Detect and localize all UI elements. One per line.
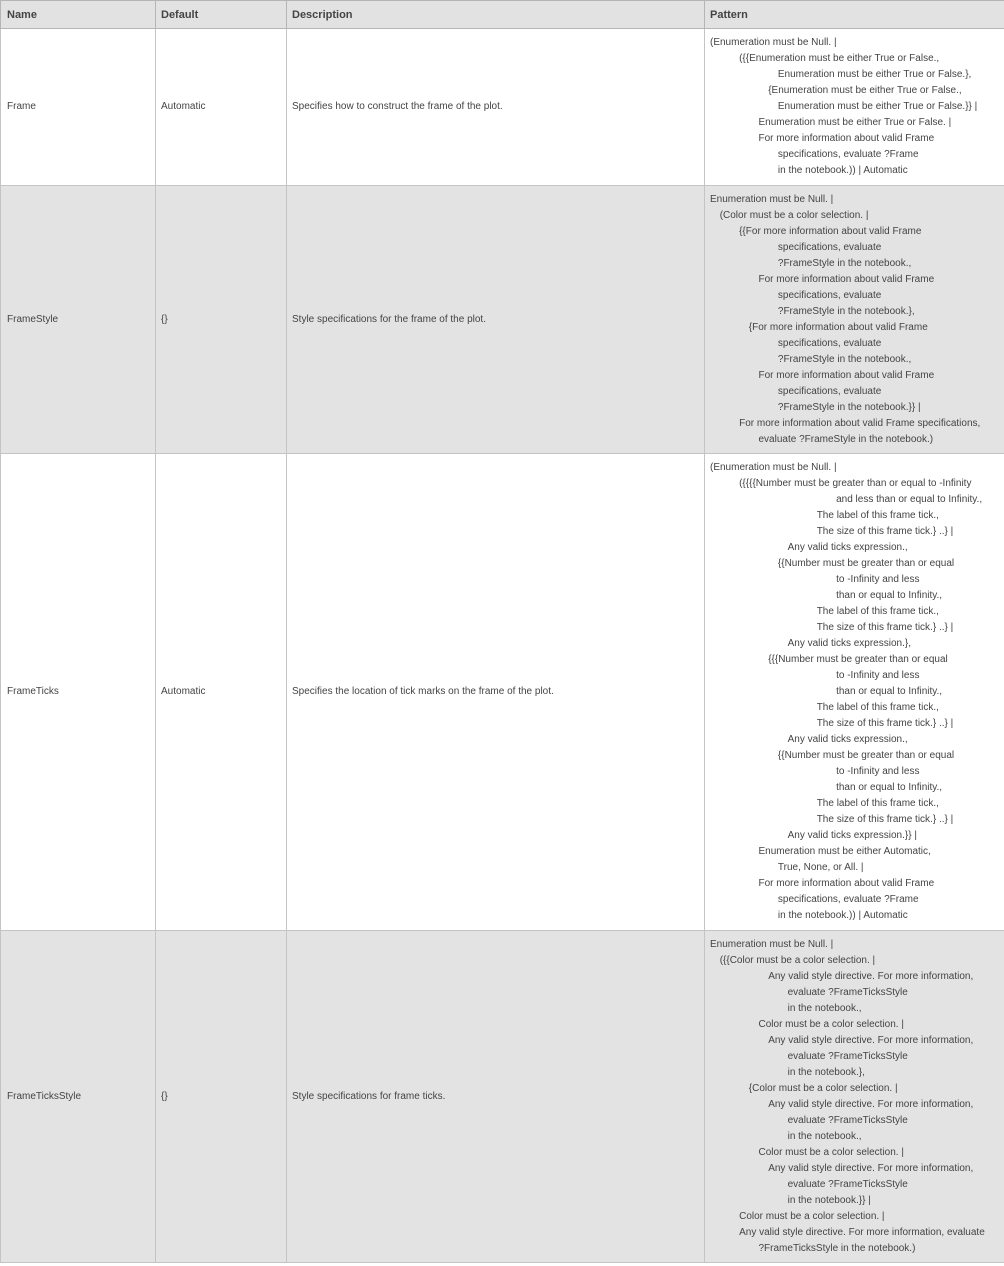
table-row [1,29,1004,186]
pattern-line: in the notebook.)) | Automatic [777,165,908,176]
header-name[interactable]: Name [1,1,156,29]
pattern-line: Any valid style directive. For more information, [768,1098,974,1110]
pattern-line: {For more information about valid Frame [748,321,928,333]
pattern-line: The size of this frame tick.} ..} | [816,526,954,537]
pattern-line: Color must be a color selection. | [758,1018,904,1030]
pattern-line: The label of this frame tick., [816,606,939,617]
pattern-line: The size of this frame tick.} ..} | [816,814,954,825]
header-default[interactable]: Default [156,1,287,29]
pattern-line: Color must be a color selection. | [739,1210,885,1222]
pattern-line: specifications, evaluate ?Frame [777,894,919,905]
option-description: Style specifications for frame ticks. [287,931,705,1263]
pattern-line: ?FrameTicksStyle in the notebook.) [758,1242,916,1254]
pattern-line: and less than or equal to Infinity., [836,494,983,505]
pattern-line: {{{Number must be greater than or equal [768,654,948,665]
header-row [1,1,1004,29]
option-default: {} [156,186,287,454]
pattern-line: in the notebook.}} | [787,1194,871,1206]
pattern-line: (Color must be a color selection. | [719,209,869,221]
pattern-line: For more information about valid Frame [758,369,935,381]
option-default: Automatic [156,454,287,931]
pattern-line: For more information about valid Frame [758,273,935,285]
pattern-line: Any valid ticks expression., [787,542,908,553]
pattern-line: Any valid ticks expression., [787,734,908,745]
pattern-line: specifications, evaluate [777,337,882,349]
option-name: FrameStyle [1,186,156,454]
pattern-line: evaluate ?FrameTicksStyle [787,1050,908,1062]
pattern-line: For more information about valid Frame specifications, [739,417,981,429]
pattern-line: evaluate ?FrameStyle in the notebook.) [758,433,934,445]
header-pattern[interactable]: Pattern [705,1,1004,29]
pattern-line: {{For more information about valid Frame [739,225,922,237]
table-row [1,931,1004,1263]
option-description: Specifies how to construct the frame of the plot. [287,29,705,186]
pattern-line: Enumeration must be Null. | [710,938,834,950]
pattern-line: Enumeration must be Null. | [710,193,834,205]
pattern-line: evaluate ?FrameTicksStyle [787,1178,908,1190]
pattern-line: {{Number must be greater than or equal [777,558,955,569]
pattern-line: specifications, evaluate [777,241,882,253]
pattern-line: {{Number must be greater than or equal [777,750,955,761]
pattern-line: in the notebook., [787,1130,862,1142]
option-pattern [705,454,1004,931]
pattern-line: to -Infinity and less [836,766,920,777]
pattern-line: The size of this frame tick.} ..} | [816,718,954,729]
pattern-line: The label of this frame tick., [816,702,939,713]
option-pattern [705,29,1004,186]
pattern-line: evaluate ?FrameTicksStyle [787,986,908,998]
pattern-line: specifications, evaluate [777,289,882,301]
pattern-line: ?FrameStyle in the notebook., [777,353,912,365]
pattern-line: than or equal to Infinity., [836,590,943,601]
pattern-line: Any valid ticks expression.}} | [787,830,917,841]
option-default: Automatic [156,29,287,186]
option-name: Frame [1,29,156,186]
pattern-line: than or equal to Infinity., [836,686,943,697]
pattern-line: than or equal to Infinity., [836,782,943,793]
option-description: Specifies the location of tick marks on the frame of the plot. [287,454,705,931]
pattern-line: {Color must be a color selection. | [748,1082,898,1094]
pattern-line: Color must be a color selection. | [758,1146,904,1158]
pattern-line: For more information about valid Frame [758,878,935,889]
table-row [1,186,1004,454]
pattern-line: ?FrameStyle in the notebook.}} | [777,401,921,413]
option-pattern [705,186,1004,454]
pattern-line: The label of this frame tick., [816,798,939,809]
option-description: Style specifications for the frame of the plot. [287,186,705,454]
option-name: FrameTicksStyle [1,931,156,1263]
pattern-line: in the notebook.)) | Automatic [777,910,908,921]
pattern-line: Any valid style directive. For more information, [768,970,974,982]
pattern-line: Any valid style directive. For more information, evaluate [739,1226,985,1238]
option-default: {} [156,931,287,1263]
pattern-line: The label of this frame tick., [816,510,939,521]
option-name: FrameTicks [1,454,156,931]
pattern-line: in the notebook., [787,1002,862,1014]
pattern-line: Any valid ticks expression.}, [787,638,911,649]
pattern-line: True, None, or All. | [777,862,864,873]
header-description[interactable]: Description [287,1,705,29]
pattern-line: Enumeration must be either True or False.}} | [777,101,978,112]
pattern-line: specifications, evaluate ?Frame [777,149,919,160]
pattern-line: ({{Enumeration must be either True or False., [739,53,940,64]
pattern-line: Any valid style directive. For more information, [768,1162,974,1174]
pattern-line: ({{Color must be a color selection. | [719,954,876,966]
pattern-line: ({{{{Number must be greater than or equal to -Infinity [739,478,972,489]
pattern-line: {Enumeration must be either True or False., [768,85,962,96]
pattern-line: ?FrameStyle in the notebook., [777,257,912,269]
pattern-line: evaluate ?FrameTicksStyle [787,1114,908,1126]
pattern-line: (Enumeration must be Null. | [710,37,837,48]
pattern-line: ?FrameStyle in the notebook.}, [777,305,915,317]
pattern-line: in the notebook.}, [787,1066,865,1078]
option-pattern [705,931,1004,1263]
pattern-line: Enumeration must be either True or False. | [758,117,952,128]
pattern-line: Enumeration must be either True or False.}, [777,69,972,80]
pattern-line: Enumeration must be either Automatic, [758,846,931,857]
pattern-line: specifications, evaluate [777,385,882,397]
pattern-line: (Enumeration must be Null. | [710,462,837,473]
pattern-line: For more information about valid Frame [758,133,935,144]
table-row [1,454,1004,931]
pattern-line: Any valid style directive. For more information, [768,1034,974,1046]
pattern-line: to -Infinity and less [836,670,920,681]
pattern-line: to -Infinity and less [836,574,920,585]
pattern-line: The size of this frame tick.} ..} | [816,622,954,633]
